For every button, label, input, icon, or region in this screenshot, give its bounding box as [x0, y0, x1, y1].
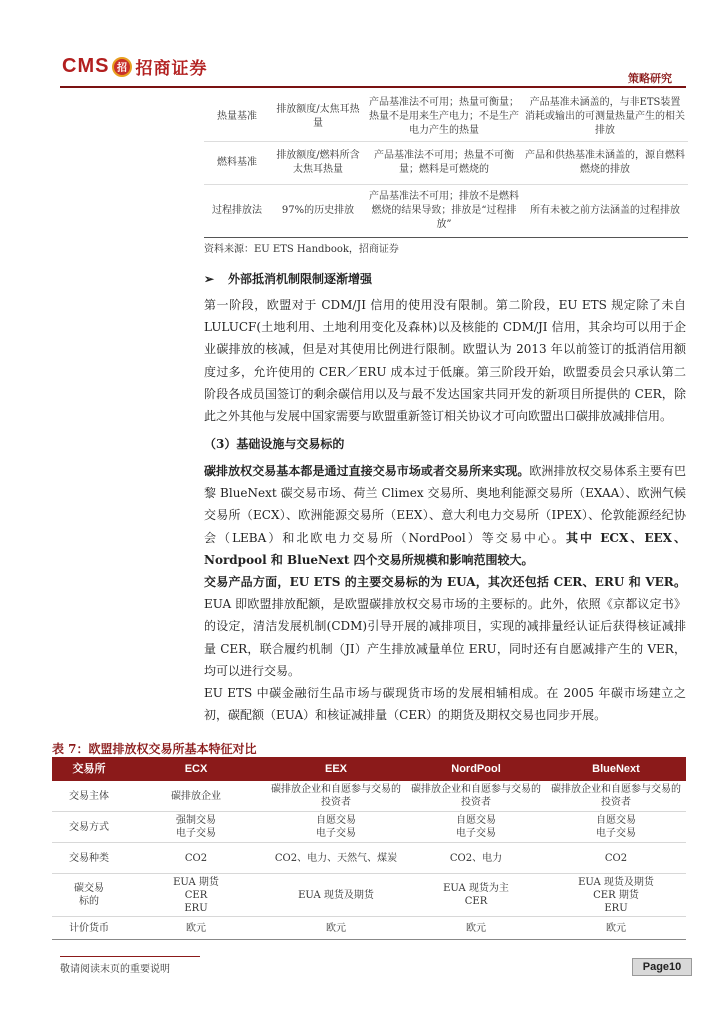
table-row: [52, 781, 686, 812]
table-title: 表 7：欧盟排放权交易所基本特征对比: [52, 742, 257, 756]
table-row: [204, 142, 688, 185]
row-key: 交易方式: [69, 821, 109, 833]
table-cell: 碳排放企业和自愿参与交易的投资者: [411, 784, 541, 808]
bold-conclusion: 其中 ECX、EEX、Nordpool 和 BlueNext 四个交易所规模和影响范围较大。: [204, 530, 687, 567]
header-cell: 交易所: [72, 762, 106, 775]
table-cell: 强制交易 电子交易: [176, 815, 216, 839]
table-header-row: [52, 757, 686, 781]
table-cell: CO2: [604, 852, 628, 864]
table-cell: 欧元: [186, 922, 206, 934]
table-cell: 产品基准法不可用；热量可衡量；热量不是用来生产电力；不是生产电力产生的热量: [369, 97, 519, 136]
table-cell: 欧元: [466, 922, 486, 934]
table-cell: 碳排放企业: [171, 790, 221, 802]
benchmark-table: [204, 93, 688, 238]
paragraph-offsets: 第一阶段，欧盟对于 CDM/JI 信用的使用没有限制。第二阶段，EU ETS 规定除了未自 LULUCF(土地利用、土地利用变化及森林)以及核能的 CDM/JI 信用，其余均可以用于企业碳排放的核减，但是对其使用比例进行限制。欧盟认为 2013 年以前签订的抵消信用额度过多，允许使用的 CER／ERU 成本过于低廉。第三阶段开始，欧盟委员会只承认第二阶段各成员国签订的剩余碳信用以及与最不发达国家共同开发的新项目所提供的 CER，除此之外其他与发展中国家需要与欧盟重新签订相关协议才可向欧盟出口碳排放减排信用。: [204, 298, 686, 424]
table-cell: EUA 现货及期货 CER 期货 ERU: [578, 876, 654, 914]
table-row: [204, 185, 688, 238]
logo-chinese: 招商证券: [135, 59, 208, 79]
logo-emblem-icon: 招: [112, 57, 132, 77]
paragraph-text: 欧洲排放权交易体系主要有巴黎 BlueNext 碳交易市场、荷兰 Climex 交易所、奥地利能源交易所（EXAA）、欧洲气候交易所（ECX）、欧洲能源交易所（EEX）、意大利电力交易所（IPEX）、伦敦能源经纪协会（LEBA）和北欧电力交易所（NordPool）等交易中心。: [204, 464, 686, 545]
report-section-label: 策略研究: [628, 72, 672, 85]
table-source: 资料来源：EU ETS Handbook，招商证券: [204, 244, 399, 255]
page-number: Page10: [632, 958, 692, 976]
table-cell: 碳排放企业和自愿参与交易的投资者: [551, 784, 681, 808]
table-row: [52, 874, 686, 917]
table-cell: CO2、电力、天然气、煤炭: [274, 852, 398, 864]
section-heading: [204, 270, 372, 287]
table-cell: 排放额度/燃料所含太焦耳热量: [276, 150, 360, 175]
table-cell: 自愿交易 电子交易: [596, 815, 636, 839]
table-cell: 燃料基准: [217, 157, 257, 168]
table-cell: 所有未被之前方法涵盖的过程排放: [530, 205, 680, 216]
table-row: [204, 93, 688, 142]
section-heading-text: 外部抵消机制限制逐渐增强: [228, 272, 373, 286]
row-key: 碳交易标的: [74, 883, 104, 907]
table-cell: 欧元: [606, 922, 626, 934]
arrow-bullet-icon: ➢: [204, 272, 215, 286]
bold-lead: 交易产品方面，EU ETS 的主要交易标的为 EUA，其次还包括 CER、ERU 和 VER。: [204, 575, 686, 589]
table-cell: 97%的历史排放: [281, 205, 355, 216]
table-cell: 碳排放企业和自愿参与交易的投资者: [271, 784, 401, 808]
subsection-heading: （3）基础设施与交易标的: [204, 437, 345, 451]
header-cell: BlueNext: [592, 762, 640, 775]
footer-disclaimer: 敬请阅读末页的重要说明: [60, 964, 170, 975]
table-cell: 排放额度/太焦耳热量: [276, 104, 360, 129]
footer-divider: [60, 956, 200, 957]
table-cell: EUA 现货及期货: [298, 889, 374, 901]
row-key: 交易种类: [69, 852, 109, 864]
row-key: 计价货币: [69, 922, 109, 934]
header-divider: [60, 86, 686, 88]
table-cell: CO2、电力: [449, 852, 503, 864]
paragraph-exchanges: [204, 460, 686, 571]
header-cell: EEX: [324, 762, 347, 775]
table-cell: 热量基准: [217, 111, 257, 122]
header-cell: ECX: [184, 762, 208, 775]
table-cell: 过程排放法: [212, 205, 262, 216]
table-row: [52, 917, 686, 940]
table-cell: 欧元: [326, 922, 346, 934]
table-cell: EUA 现货为主 CER: [443, 883, 509, 907]
exchange-comparison-table: [52, 757, 686, 940]
header-cell: NordPool: [451, 762, 501, 775]
table-cell: 自愿交易 电子交易: [316, 815, 356, 839]
bold-lead: 碳排放权交易基本都是通过直接交易市场或者交易所来实现。: [204, 464, 530, 478]
table-row: [52, 843, 686, 874]
table-cell: 产品基准法不可用；热量不可衡量；燃料是可燃烧的: [374, 150, 514, 175]
paragraph-products: [204, 571, 686, 682]
paragraph-text: EUA 即欧盟排放配额，是欧盟碳排放权交易市场的主要标的。此外，依照《京都议定书》的设定，清洁发展机制(CDM)引导开展的减排项目，实现的减排量经认证后获得核证减排量 CER，联合履约机制（JI）产生排放减量单位 ERU，同时还有自愿减排产生的 VER，均可以进行交易。: [204, 597, 686, 678]
table-cell: EUA 期货 CER ERU: [173, 876, 219, 914]
table-cell: 产品基准法不可用；排放不是燃料燃烧的结果导致；排放是“过程排放”: [369, 191, 519, 230]
table-cell: 自愿交易 电子交易: [456, 815, 496, 839]
logo-latin: CMS: [62, 55, 110, 77]
table-cell: CO2: [184, 852, 208, 864]
paragraph-derivatives: EU ETS 中碳金融衍生品市场与碳现货市场的发展相辅相成。在 2005 年碳市场建立之初，碳配额（EUA）和核证减排量（CER）的期货及期权交易也同步开展。: [204, 686, 686, 723]
company-logo: [62, 54, 207, 79]
table-cell: 产品基准未涵盖的，与非ETS装置消耗或输出的可测量热量产生的相关排放: [525, 97, 685, 136]
table-cell: 产品和供热基准未涵盖的，源自燃料燃烧的排放: [525, 150, 685, 175]
row-key: 交易主体: [69, 790, 109, 802]
table-row: [52, 812, 686, 843]
